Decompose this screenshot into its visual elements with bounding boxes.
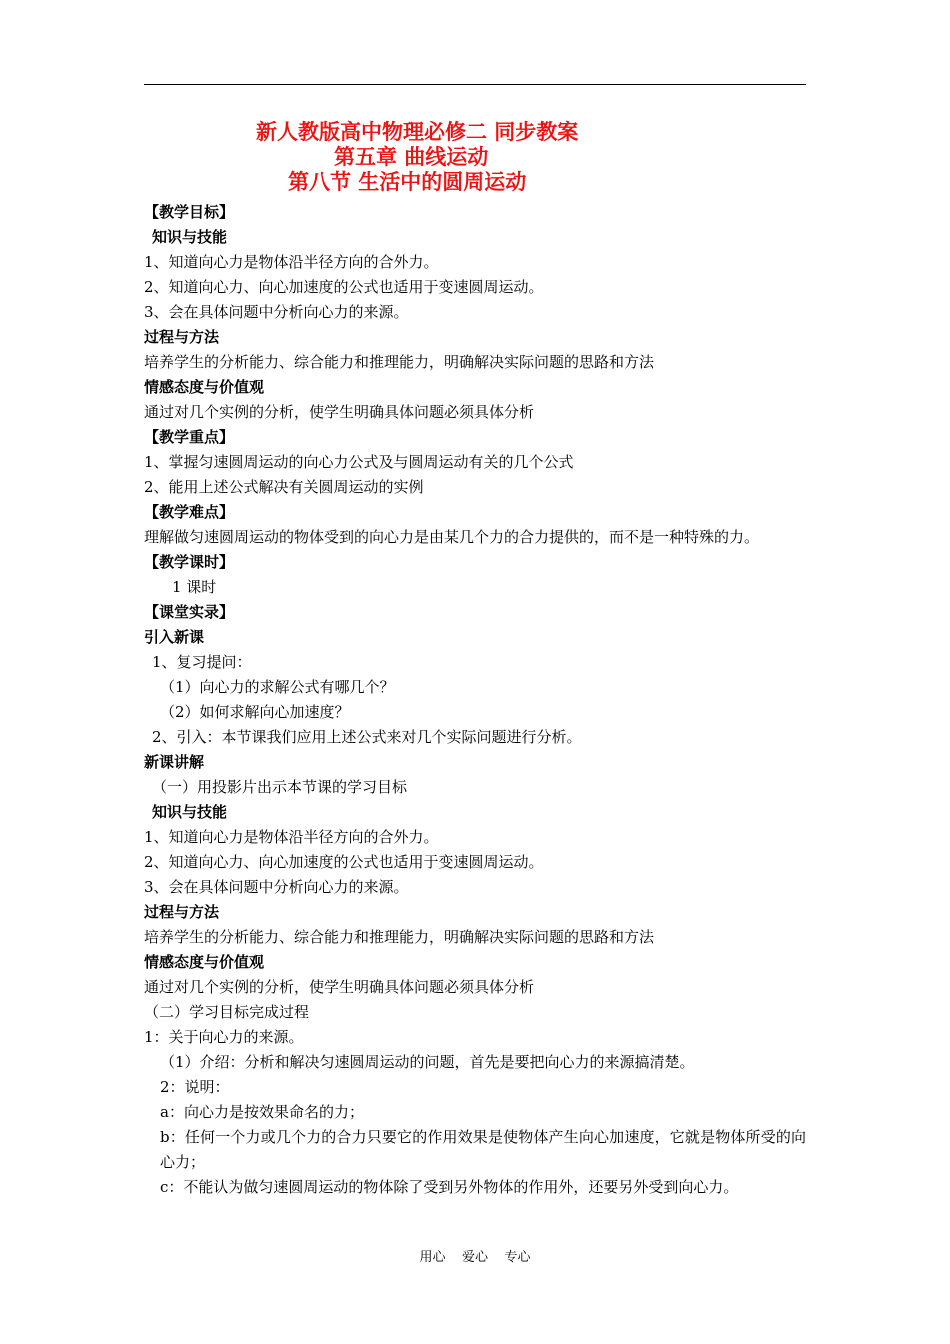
class-record-heading: 【课堂实录】	[144, 603, 235, 621]
force-source-explain: 2：说明：	[160, 1078, 230, 1096]
chapter-title: 第五章 曲线运动	[334, 145, 489, 169]
intro-heading: 引入新课	[144, 628, 205, 646]
header-rule	[144, 84, 806, 85]
objective-item: 3、会在具体问题中分析向心力的来源。	[144, 878, 409, 896]
key-point-item: 2、能用上述公式解决有关圆周运动的实例	[144, 478, 424, 496]
new-lesson-item: （二）学习目标完成过程	[144, 1003, 310, 1021]
difficulty-text: 理解做匀速圆周运动的物体受到的向心力是由某几个力的合力提供的，而不是一种特殊的力。	[144, 528, 760, 546]
process-method-heading: 过程与方法	[144, 903, 220, 921]
knowledge-skills-heading: 知识与技能	[152, 803, 228, 821]
objective-item: 2、知道向心力、向心加速度的公式也适用于变速圆周运动。	[144, 853, 544, 871]
document-body	[144, 200, 806, 1200]
emotion-values-text: 通过对几个实例的分析，使学生明确具体问题必须具体分析	[144, 403, 535, 421]
force-source-item: 1：关于向心力的来源。	[144, 1028, 304, 1046]
objectives-heading: 【教学目标】	[144, 203, 235, 221]
new-lesson-item: （一）用投影片出示本节课的学习目标	[152, 778, 408, 796]
class-hours-text: 1 课时	[172, 578, 217, 596]
intro-question: （1）向心力的求解公式有哪几个？	[160, 678, 395, 696]
emotion-values-text: 通过对几个实例的分析，使学生明确具体问题必须具体分析	[144, 978, 535, 996]
process-method-text: 培养学生的分析能力、综合能力和推理能力，明确解决实际问题的思路和方法	[144, 353, 655, 371]
emotion-values-heading: 情感态度与价值观	[144, 378, 265, 396]
intro-item: 1、复习提问：	[152, 653, 252, 671]
difficulty-heading: 【教学难点】	[144, 503, 235, 521]
intro-item: 2、引入：本节课我们应用上述公式来对几个实际问题进行分析。	[152, 728, 582, 746]
key-point-item: 1、掌握匀速圆周运动的向心力公式及与圆周运动有关的几个公式	[144, 453, 574, 471]
objective-item: 2、知道向心力、向心加速度的公式也适用于变速圆周运动。	[144, 278, 544, 296]
process-method-text: 培养学生的分析能力、综合能力和推理能力，明确解决实际问题的思路和方法	[144, 928, 655, 946]
document-title-block	[144, 120, 806, 195]
force-source-point: b：任何一个力或几个力的合力只要它的作用效果是使物体产生向心加速度，它就是物体所受的向心力；	[160, 1128, 806, 1171]
document-title: 新人教版高中物理必修二 同步教案	[256, 120, 579, 144]
knowledge-skills-heading: 知识与技能	[152, 228, 228, 246]
objective-item: 1、知道向心力是物体沿半径方向的合外力。	[144, 828, 439, 846]
objective-item: 3、会在具体问题中分析向心力的来源。	[144, 303, 409, 321]
key-points-heading: 【教学重点】	[144, 428, 235, 446]
page-footer: 用心 爱心 专心	[419, 1250, 531, 1265]
emotion-values-heading: 情感态度与价值观	[144, 953, 265, 971]
section-title: 第八节 生活中的圆周运动	[288, 170, 527, 194]
new-lesson-heading: 新课讲解	[144, 753, 205, 771]
force-source-point: a：向心力是按效果命名的力；	[160, 1103, 364, 1121]
class-hours-heading: 【教学课时】	[144, 553, 235, 571]
objective-item: 1、知道向心力是物体沿半径方向的合外力。	[144, 253, 439, 271]
force-source-intro: （1）介绍：分析和解决匀速圆周运动的问题，首先是要把向心力的来源搞清楚。	[160, 1053, 695, 1071]
force-source-point: c：不能认为做匀速圆周运动的物体除了受到另外物体的作用外，还要另外受到向心力。	[160, 1178, 739, 1196]
intro-question: （2）如何求解向心加速度？	[160, 703, 350, 721]
process-method-heading: 过程与方法	[144, 328, 220, 346]
